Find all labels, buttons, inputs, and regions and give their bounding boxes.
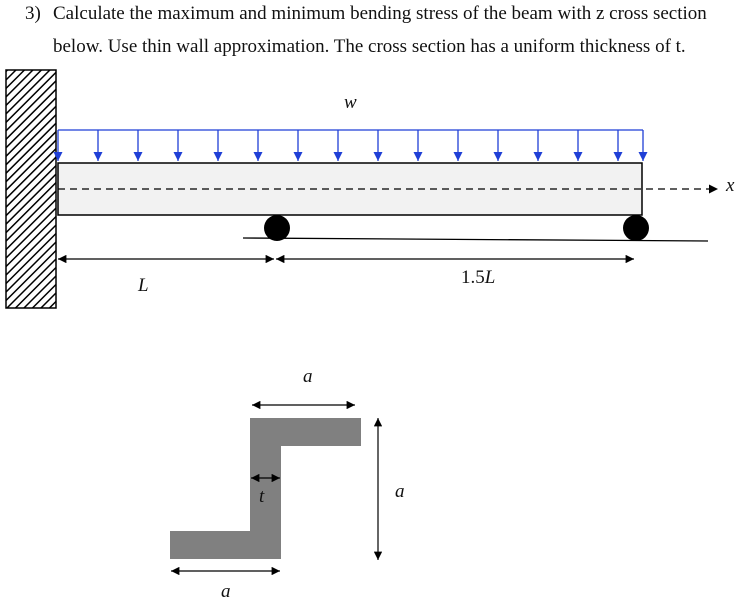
thickness-label: t — [259, 486, 265, 507]
top-flange-label: a — [303, 366, 313, 387]
fixed-wall-support — [6, 70, 56, 308]
dimension-L-label: L — [138, 275, 149, 296]
problem-text-line-2: below. Use thin wall approximation. The cross section has a uniform thickness of t. — [53, 36, 686, 57]
load-label: w — [344, 92, 357, 113]
x-axis-label: x — [726, 175, 735, 196]
problem-text-line-1: Calculate the maximum and minimum bending stress of the beam with z cross section — [53, 3, 707, 24]
problem-number: 3) — [25, 3, 41, 24]
bottom-flange-label: a — [221, 581, 231, 602]
z-cross-section — [170, 418, 361, 559]
dimension-1-5L-label: 1.5L — [461, 267, 496, 288]
roller-support-2 — [623, 215, 649, 241]
height-label: a — [395, 481, 405, 502]
distributed-load — [58, 130, 643, 161]
roller-support-1 — [264, 215, 290, 241]
